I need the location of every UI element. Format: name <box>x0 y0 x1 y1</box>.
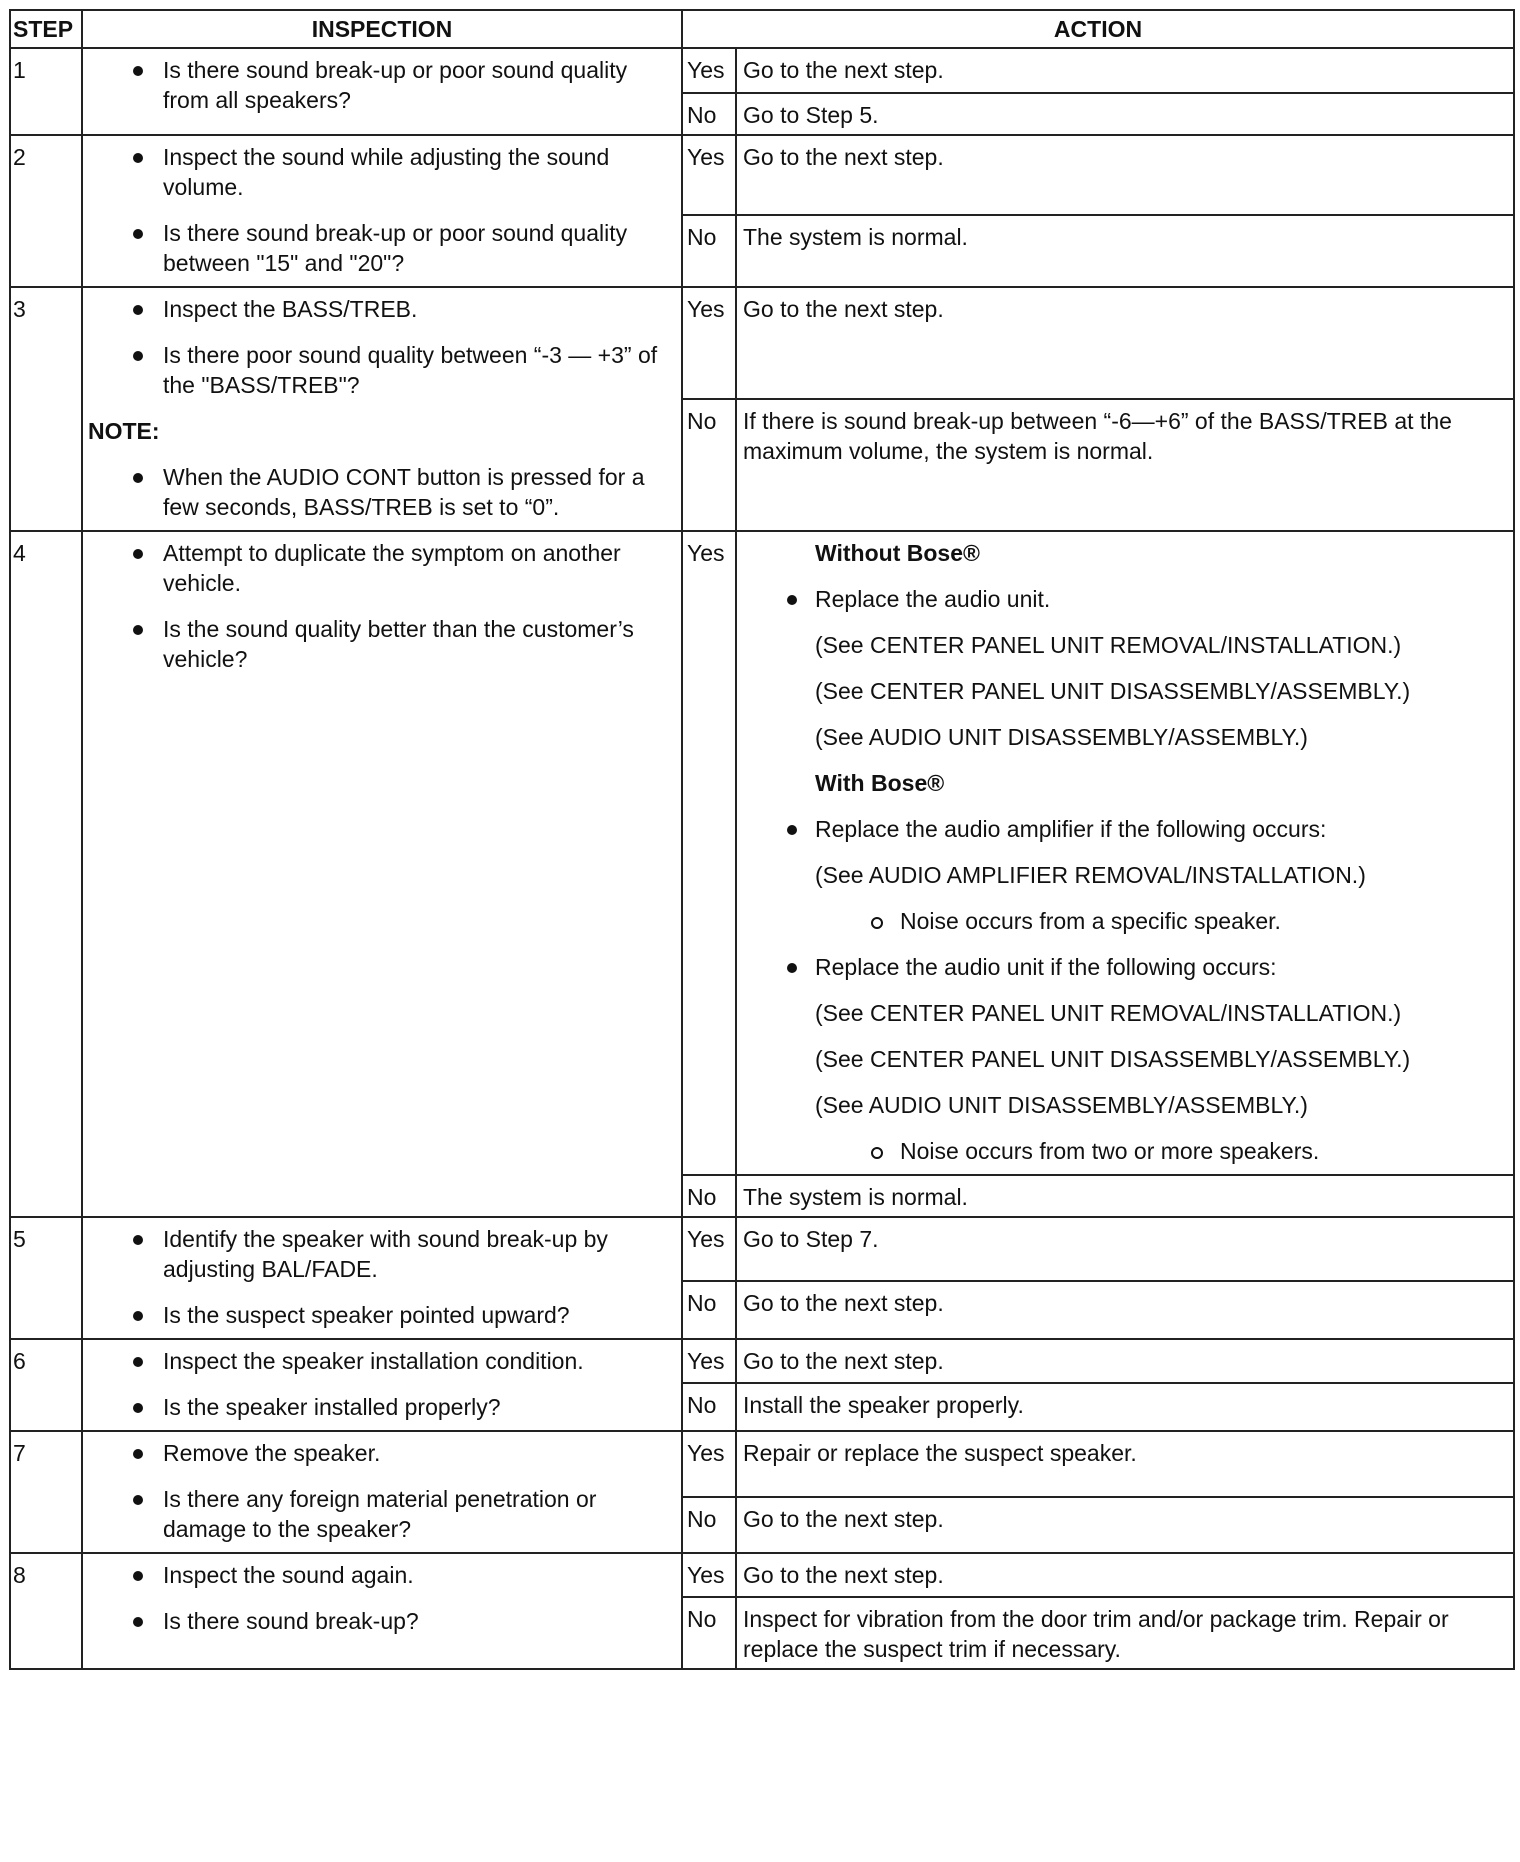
no-action: Inspect for vibration from the door trim and/or package trim. Repair or replace the suspect trim if necessary. <box>736 1597 1514 1669</box>
table-row <box>10 135 1514 215</box>
no-action: The system is normal. <box>736 215 1514 287</box>
action-reference: (See AUDIO UNIT DISASSEMBLY/ASSEMBLY.) <box>815 724 1308 750</box>
inspection-cell <box>82 1217 682 1339</box>
step-number: 3 <box>10 287 82 531</box>
step-number: 4 <box>10 531 82 1217</box>
action-reference: (See CENTER PANEL UNIT DISASSEMBLY/ASSEMBLY.) <box>815 1046 1411 1072</box>
inspection-cell <box>82 287 682 531</box>
table-row <box>10 287 1514 399</box>
action-reference: (See CENTER PANEL UNIT REMOVAL/INSTALLATION.) <box>815 1000 1402 1026</box>
action-sub-item: Noise occurs from a specific speaker. <box>743 906 1505 936</box>
action-heading: With Bose® <box>815 770 945 796</box>
header-inspection: INSPECTION <box>82 10 682 48</box>
inspection-item: Is there poor sound quality between “-3 — +3” of the "BASS/TREB"? <box>83 340 673 400</box>
inspection-item: Attempt to duplicate the symptom on another vehicle. <box>83 538 673 598</box>
step-number: 8 <box>10 1553 82 1669</box>
action-reference: (See AUDIO UNIT DISASSEMBLY/ASSEMBLY.) <box>815 1092 1308 1118</box>
step-number: 7 <box>10 1431 82 1553</box>
table-row <box>10 1339 1514 1383</box>
inspection-item: Is the suspect speaker pointed upward? <box>83 1300 673 1330</box>
yes-label: Yes <box>682 1431 736 1497</box>
inspection-item: Inspect the BASS/TREB. <box>83 294 673 324</box>
yes-label: Yes <box>682 48 736 93</box>
step-number: 6 <box>10 1339 82 1431</box>
action-reference: (See AUDIO AMPLIFIER REMOVAL/INSTALLATION.) <box>815 862 1366 888</box>
inspection-item: Identify the speaker with sound break-up by adjusting BAL/FADE. <box>83 1224 673 1284</box>
no-label: No <box>682 399 736 531</box>
note-label: NOTE: <box>88 418 160 444</box>
yes-action: Go to the next step. <box>736 1553 1514 1597</box>
yes-action: Repair or replace the suspect speaker. <box>736 1431 1514 1497</box>
inspection-item: Inspect the sound again. <box>83 1560 673 1590</box>
inspection-item: Is the speaker installed properly? <box>83 1392 673 1422</box>
action-heading: Without Bose® <box>815 540 980 566</box>
no-label: No <box>682 1497 736 1553</box>
table-row <box>10 531 1514 1175</box>
inspection-item: Inspect the sound while adjusting the sound volume. <box>83 142 673 202</box>
inspection-cell <box>82 1431 682 1553</box>
step-number: 5 <box>10 1217 82 1339</box>
header-step: STEP <box>10 10 82 48</box>
note-item: When the AUDIO CONT button is pressed for a few seconds, BASS/TREB is set to “0”. <box>83 462 673 522</box>
yes-action <box>736 531 1514 1175</box>
inspection-cell <box>82 135 682 287</box>
yes-label: Yes <box>682 1553 736 1597</box>
yes-label: Yes <box>682 531 736 1175</box>
inspection-item: Is there sound break-up or poor sound quality from all speakers? <box>83 55 673 115</box>
inspection-cell <box>82 48 682 135</box>
inspection-cell <box>82 1553 682 1669</box>
table-row <box>10 1431 1514 1497</box>
action-bullet: Replace the audio unit if the following occurs: <box>743 952 1505 982</box>
inspection-item: Inspect the speaker installation condition. <box>83 1346 673 1376</box>
inspection-item: Is there sound break-up or poor sound quality between "15" and "20"? <box>83 218 673 278</box>
yes-action: Go to the next step. <box>736 287 1514 399</box>
no-action: Go to the next step. <box>736 1497 1514 1553</box>
no-label: No <box>682 1281 736 1339</box>
no-action: If there is sound break-up between “-6—+6” of the BASS/TREB at the maximum volume, the system is normal. <box>736 399 1514 531</box>
action-sub-item: Noise occurs from two or more speakers. <box>743 1136 1505 1166</box>
no-action: Install the speaker properly. <box>736 1383 1514 1431</box>
no-action: Go to the next step. <box>736 1281 1514 1339</box>
inspection-table <box>9 9 1515 1670</box>
yes-action: Go to the next step. <box>736 1339 1514 1383</box>
table-row <box>10 1217 1514 1281</box>
step-number: 1 <box>10 48 82 135</box>
table-row <box>10 48 1514 93</box>
inspection-cell <box>82 1339 682 1431</box>
yes-label: Yes <box>682 135 736 215</box>
table-row <box>10 1553 1514 1597</box>
inspection-item: Is the sound quality better than the customer’s vehicle? <box>83 614 673 674</box>
yes-action: Go to Step 7. <box>736 1217 1514 1281</box>
action-reference: (See CENTER PANEL UNIT DISASSEMBLY/ASSEMBLY.) <box>815 678 1411 704</box>
no-label: No <box>682 93 736 135</box>
no-action: Go to Step 5. <box>736 93 1514 135</box>
inspection-cell <box>82 531 682 1217</box>
no-action: The system is normal. <box>736 1175 1514 1217</box>
yes-label: Yes <box>682 287 736 399</box>
action-bullet: Replace the audio amplifier if the following occurs: <box>743 814 1505 844</box>
no-label: No <box>682 215 736 287</box>
action-bullet: Replace the audio unit. <box>743 584 1505 614</box>
no-label: No <box>682 1597 736 1669</box>
inspection-item: Is there sound break-up? <box>83 1606 673 1636</box>
yes-action: Go to the next step. <box>736 135 1514 215</box>
yes-action: Go to the next step. <box>736 48 1514 93</box>
header-row <box>10 10 1514 48</box>
no-label: No <box>682 1175 736 1217</box>
action-reference: (See CENTER PANEL UNIT REMOVAL/INSTALLATION.) <box>815 632 1402 658</box>
step-number: 2 <box>10 135 82 287</box>
inspection-item: Is there any foreign material penetration or damage to the speaker? <box>83 1484 673 1544</box>
inspection-item: Remove the speaker. <box>83 1438 673 1468</box>
yes-label: Yes <box>682 1339 736 1383</box>
yes-label: Yes <box>682 1217 736 1281</box>
no-label: No <box>682 1383 736 1431</box>
header-action: ACTION <box>682 10 1514 48</box>
